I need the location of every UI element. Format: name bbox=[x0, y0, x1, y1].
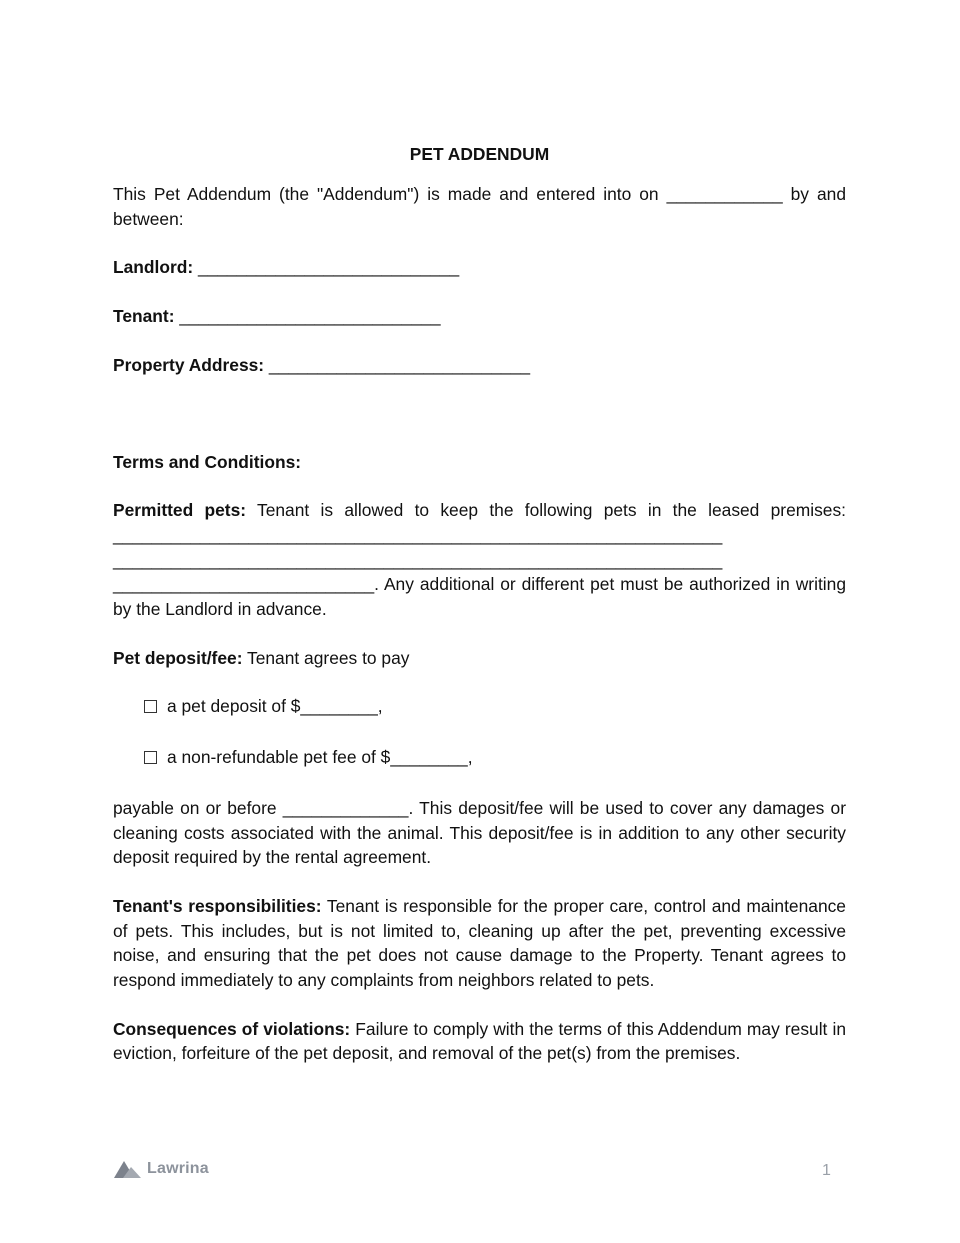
terms-heading-text: Terms and Conditions: bbox=[113, 451, 302, 472]
permitted-pets-blank-1: _______________________________________________________________ bbox=[113, 524, 723, 545]
landlord-blank: ___________________________ bbox=[193, 257, 460, 278]
lawrina-mountain-logo-icon bbox=[114, 1159, 142, 1179]
pet-deposit-option-label: a pet deposit of $________, bbox=[167, 696, 383, 717]
pet-deposit-label: Pet deposit/fee: bbox=[113, 647, 243, 668]
page-number: 1 bbox=[822, 1162, 831, 1179]
permitted-pets-section bbox=[113, 498, 846, 622]
pet-deposit-text: Tenant agrees to pay bbox=[242, 647, 410, 668]
pet-deposit-intro bbox=[113, 646, 846, 671]
tenant-label: Tenant: bbox=[113, 306, 175, 327]
permitted-pets-continuation: ___________________________. Any additional or different pet must be authorized in writing by the Landlord in advance. bbox=[113, 574, 846, 620]
checkbox-icon[interactable] bbox=[144, 751, 157, 764]
intro-paragraph: This Pet Addendum (the "Addendum") is made and entered into on ____________ by and between: bbox=[113, 184, 846, 229]
violations-label: Consequences of violations: bbox=[113, 1018, 351, 1039]
pet-fee-option-label: a non-refundable pet fee of $________, bbox=[167, 747, 473, 768]
payable-paragraph: payable on or before _____________. This deposit/fee will be used to cover any damages or cleaning costs associated with the animal. This deposit/fee is in addition to any other security deposit required by the rental agreement. bbox=[113, 797, 846, 868]
checkbox-icon[interactable] bbox=[144, 700, 157, 713]
violations-text: Failure to comply with the terms of this Addendum may result in eviction, forfeiture of the pet deposit, and removal of the pet(s) from the premises. bbox=[113, 1018, 846, 1064]
pet-fee-option[interactable] bbox=[144, 745, 846, 770]
landlord-field bbox=[113, 255, 846, 280]
lawrina-logo bbox=[114, 1159, 209, 1179]
violations-paragraph bbox=[113, 1017, 846, 1066]
tenant-blank: ___________________________ bbox=[174, 306, 441, 327]
permitted-pets-blank-2: _______________________________________________________________ bbox=[113, 549, 723, 570]
pet-deposit-option[interactable] bbox=[144, 694, 846, 719]
property-address-field bbox=[113, 353, 846, 378]
document-title: PET ADDENDUM bbox=[409, 144, 550, 164]
permitted-pets-text: Tenant is allowed to keep the following pets in the leased premises: bbox=[246, 500, 847, 521]
landlord-label: Landlord: bbox=[113, 257, 194, 278]
property-address-label: Property Address: bbox=[113, 354, 265, 375]
responsibilities-label: Tenant's responsibilities: bbox=[113, 895, 322, 916]
responsibilities-paragraph bbox=[113, 894, 846, 993]
responsibilities-text: Tenant is responsible for the proper care, control and maintenance of pets. This includes, but is not limited to, cleaning up after the pet, preventing excessive noise, and ensuring that the pet does not cause damage to the Property. Tenant agrees to respond immediately to any complaints from neighbors related to pets. bbox=[113, 895, 846, 991]
property-address-blank: ___________________________ bbox=[264, 354, 531, 375]
tenant-field bbox=[113, 304, 846, 329]
terms-heading bbox=[113, 450, 846, 475]
permitted-pets-label: Permitted pets: bbox=[113, 500, 247, 521]
document-body bbox=[113, 142, 846, 1066]
permitted-pets-line bbox=[113, 498, 846, 523]
logo-text: Lawrina bbox=[147, 1160, 209, 1177]
